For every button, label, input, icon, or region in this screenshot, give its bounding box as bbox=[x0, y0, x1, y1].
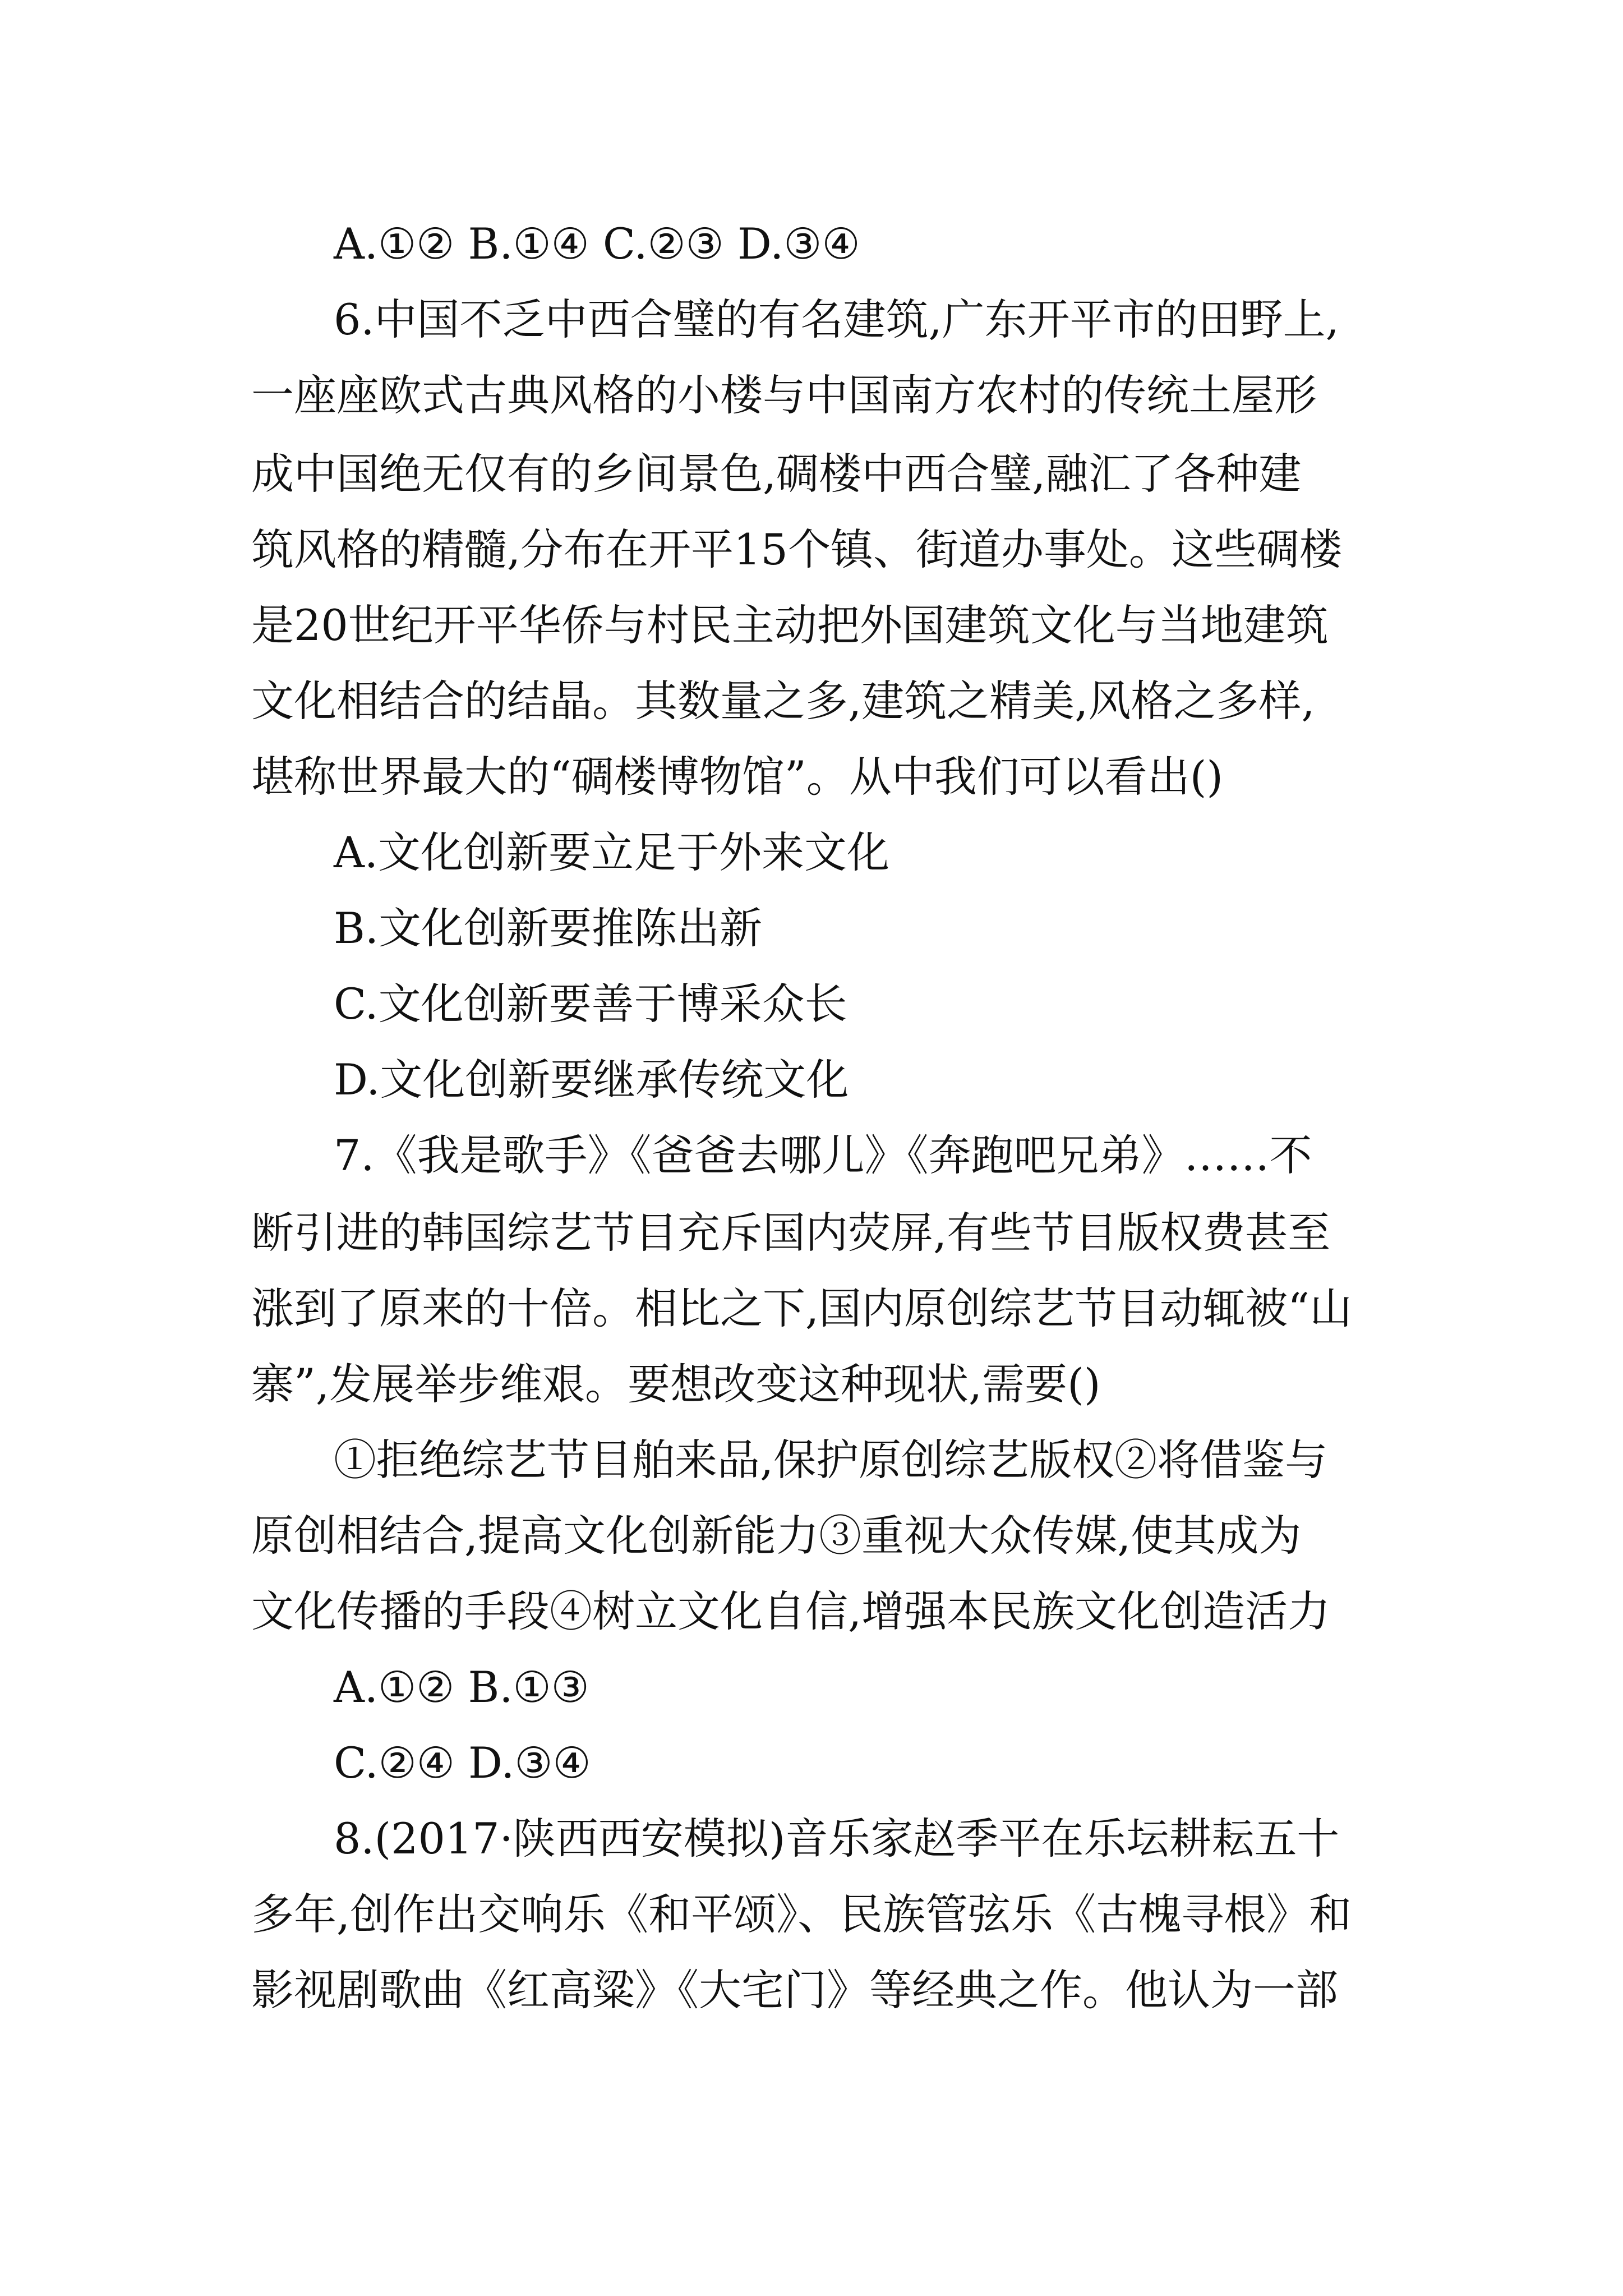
q7-stem-line-4: 寨”,发展举步维艰。要想改变这种现状,需要() bbox=[251, 1359, 1101, 1409]
q6-stem-line-3: 成中国绝无仅有的乡间景色,碉楼中西合璧,融汇了各种建 bbox=[251, 449, 1302, 499]
q7-options-line-1: A.①② B.①③ bbox=[334, 1662, 589, 1712]
q5-options-line: A.①② B.①④ C.②③ D.③④ bbox=[334, 219, 860, 269]
q6-stem-line-7: 堪称世界最大的“碉楼博物馆”。从中我们可以看出() bbox=[251, 752, 1224, 802]
q8-stem-line-1: 8.(2017·陕西西安模拟)音乐家赵季平在乐坛耕耘五十 bbox=[334, 1814, 1340, 1864]
q6-option-c: C.文化创新要善于博采众长 bbox=[334, 979, 847, 1029]
q7-options-line-2: C.②④ D.③④ bbox=[334, 1738, 591, 1788]
q7-stem-line-2: 断引进的韩国综艺节目充斥国内荧屏,有些节目版权费甚至 bbox=[251, 1208, 1331, 1258]
q6-stem-line-1: 6.中国不乏中西合璧的有名建筑,广东开平市的田野上, bbox=[334, 295, 1339, 344]
q6-option-b: B.文化创新要推陈出新 bbox=[334, 903, 763, 953]
q7-stem-line-3: 涨到了原来的十倍。相比之下,国内原创综艺节目动辄被“山 bbox=[251, 1283, 1353, 1333]
q6-stem-line-6: 文化相结合的结晶。其数量之多,建筑之精美,风格之多样, bbox=[251, 676, 1315, 726]
q6-stem-line-2: 一座座欧式古典风格的小楼与中国南方农村的传统土屋形 bbox=[251, 370, 1317, 420]
q6-option-d: D.文化创新要继承传统文化 bbox=[334, 1055, 849, 1105]
q7-statements-line-3: 文化传播的手段④树立文化自信,增强本民族文化创造活力 bbox=[251, 1586, 1331, 1636]
q8-stem-line-3: 影视剧歌曲《红高粱》《大宅门》等经典之作。他认为一部 bbox=[251, 1965, 1338, 2015]
q7-statements-line-2: 原创相结合,提高文化创新能力③重视大众传媒,使其成为 bbox=[251, 1511, 1302, 1561]
q7-statements-line-1: ①拒绝综艺节目舶来品,保护原创综艺版权②将借鉴与 bbox=[334, 1435, 1328, 1485]
q6-stem-line-4: 筑风格的精髓,分布在开平15个镇、街道办事处。这些碉楼 bbox=[251, 524, 1342, 574]
q8-stem-line-2: 多年,创作出交响乐《和平颂》、民族管弦乐《古槐寻根》和 bbox=[251, 1889, 1352, 1939]
q6-option-a: A.文化创新要立足于外来文化 bbox=[334, 827, 890, 877]
q7-stem-line-1: 7.《我是歌手》《爸爸去哪儿》《奔跑吧兄弟》……不 bbox=[334, 1130, 1312, 1180]
q6-stem-line-5: 是20世纪开平华侨与村民主动把外国建筑文化与当地建筑 bbox=[251, 600, 1329, 650]
